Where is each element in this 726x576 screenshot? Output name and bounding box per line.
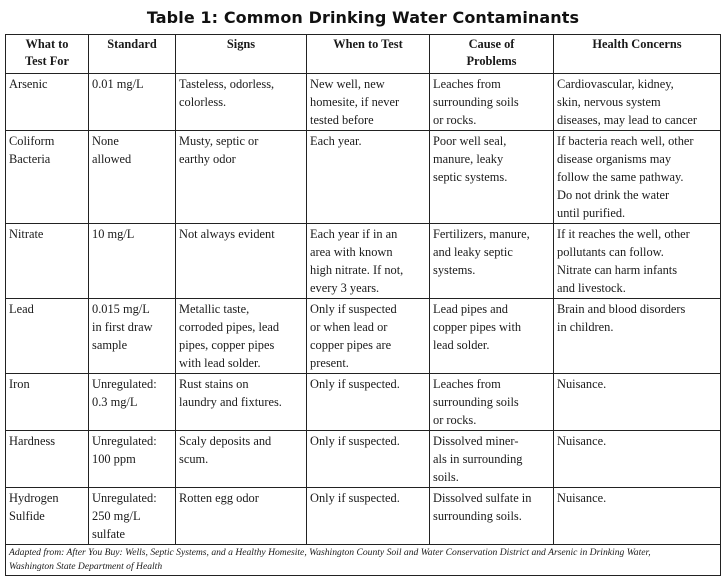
cell-contaminant: Hydrogen Sulfide	[6, 488, 89, 545]
cell-cause: Lead pipes and copper pipes with lead solder.	[430, 299, 554, 374]
cell-signs: Rust stains on laundry and fixtures.	[176, 374, 307, 431]
header-signs: Signs	[176, 35, 307, 74]
header-row	[6, 35, 721, 74]
cell-cause: Dissolved sulfate in surrounding soils.	[430, 488, 554, 545]
cell-when-to-test: Each year if in an area with known high nitrate. If not, every 3 years.	[307, 224, 430, 299]
cell-contaminant: Nitrate	[6, 224, 89, 299]
cell-standard: 0.01 mg/L	[89, 74, 176, 131]
table-title: Table 1: Common Drinking Water Contaminants	[146, 8, 580, 27]
cell-health-concerns: If it reaches the well, other pollutants can follow. Nitrate can harm infants and livestock.	[554, 224, 721, 299]
cell-signs: Metallic taste, corroded pipes, lead pipes, copper pipes with lead solder.	[176, 299, 307, 374]
cell-health-concerns: Cardiovascular, kidney, skin, nervous system diseases, may lead to cancer	[554, 74, 721, 131]
header-standard: Standard	[89, 35, 176, 74]
header-what-to-test: What to Test For	[6, 35, 89, 74]
cell-signs: Tasteless, odorless, colorless.	[176, 74, 307, 131]
table-row	[6, 299, 721, 374]
table-row	[6, 431, 721, 488]
cell-when-to-test: Only if suspected.	[307, 488, 430, 545]
cell-contaminant: Hardness	[6, 431, 89, 488]
cell-health-concerns: Nuisance.	[554, 488, 721, 545]
cell-cause: Poor well seal, manure, leaky septic systems.	[430, 131, 554, 224]
cell-contaminant: Coliform Bacteria	[6, 131, 89, 224]
cell-when-to-test: Only if suspected.	[307, 374, 430, 431]
table-row	[6, 488, 721, 545]
cell-standard: Unregulated: 0.3 mg/L	[89, 374, 176, 431]
table-row	[6, 374, 721, 431]
cell-signs: Rotten egg odor	[176, 488, 307, 545]
cell-cause: Leaches from surrounding soils or rocks.	[430, 374, 554, 431]
cell-standard: 0.015 mg/L in first draw sample	[89, 299, 176, 374]
table-row	[6, 224, 721, 299]
cell-standard: None allowed	[89, 131, 176, 224]
cell-when-to-test: Only if suspected.	[307, 431, 430, 488]
header-cause: Cause of Problems	[430, 35, 554, 74]
cell-standard: Unregulated: 250 mg/L sulfate	[89, 488, 176, 545]
cell-signs: Not always evident	[176, 224, 307, 299]
footnote-row	[6, 545, 721, 576]
cell-cause: Fertilizers, manure, and leaky septic systems.	[430, 224, 554, 299]
header-health-concerns: Health Concerns	[554, 35, 721, 74]
cell-cause: Leaches from surrounding soils or rocks.	[430, 74, 554, 131]
cell-signs: Musty, septic or earthy odor	[176, 131, 307, 224]
cell-when-to-test: Only if suspected or when lead or copper pipes are present.	[307, 299, 430, 374]
cell-when-to-test: Each year.	[307, 131, 430, 224]
cell-health-concerns: Brain and blood disorders in children.	[554, 299, 721, 374]
cell-contaminant: Arsenic	[6, 74, 89, 131]
cell-cause: Dissolved miner- als in surrounding soils.	[430, 431, 554, 488]
cell-standard: Unregulated: 100 ppm	[89, 431, 176, 488]
cell-standard: 10 mg/L	[89, 224, 176, 299]
table-row	[6, 131, 721, 224]
cell-contaminant: Lead	[6, 299, 89, 374]
cell-health-concerns: If bacteria reach well, other disease organisms may follow the same pathway. Do not drink the water until purified.	[554, 131, 721, 224]
cell-health-concerns: Nuisance.	[554, 431, 721, 488]
cell-when-to-test: New well, new homesite, if never tested before	[307, 74, 430, 131]
contaminants-table	[5, 34, 721, 576]
source-footnote: Adapted from: After You Buy: Wells, Septic Systems, and a Healthy Homesite, Washington County Soil and Water Conservation District and Arsenic in Drinking Water, Washington State Department of Health	[6, 545, 721, 576]
cell-signs: Scaly deposits and scum.	[176, 431, 307, 488]
header-when-to-test: When to Test	[307, 35, 430, 74]
table-row	[6, 74, 721, 131]
cell-health-concerns: Nuisance.	[554, 374, 721, 431]
cell-contaminant: Iron	[6, 374, 89, 431]
